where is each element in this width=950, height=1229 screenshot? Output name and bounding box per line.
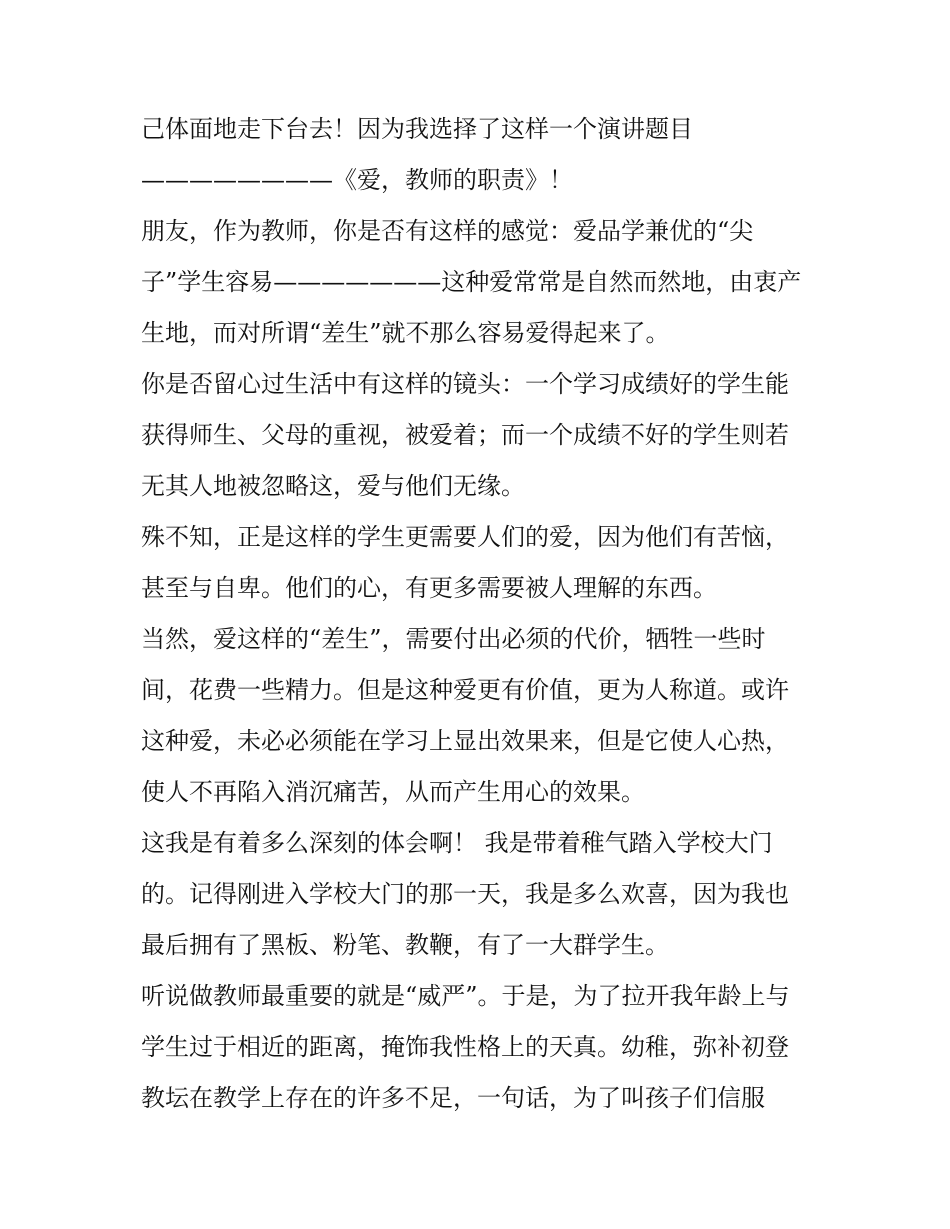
text-line: 间，花费一些精力。但是这种爱更有价值，更为人称道。或许 <box>141 676 789 704</box>
text-line: 最后拥有了黑板、粉笔、教鞭，有了一大群学生。 <box>141 931 669 959</box>
text-line: 你是否留心过生活中有这样的镜头：一个学习成绩好的学生能 <box>141 370 789 398</box>
text-line: 无其人地被忽略这，爱与他们无缘。 <box>141 472 525 500</box>
text-line: 殊不知，正是这样的学生更需要人们的爱，因为他们有苦恼， <box>141 523 789 551</box>
text-line: 当然，爱这样的“差生”，需要付出必须的代价，牺牲一些时 <box>141 625 766 653</box>
text-line: 子”学生容易———————这种爱常常是自然而然地，由衷产 <box>141 268 802 296</box>
text-line: 使人不再陷入消沉痛苦，从而产生用心的效果。 <box>141 778 645 806</box>
text-line: 获得师生、父母的重视，被爱着；而一个成绩不好的学生则若 <box>141 421 789 449</box>
text-line: 学生过于相近的距离，掩饰我性格上的天真。幼稚，弥补初登 <box>141 1033 789 1061</box>
text-line: 的。记得刚进入学校大门的那一天，我是多么欢喜，因为我也 <box>141 880 789 908</box>
text-line: 教坛在教学上存在的许多不足，一句话，为了叫孩子们信服 <box>141 1084 765 1112</box>
text-line: 朋友，作为教师，你是否有这样的感觉：爱品学兼优的“尖 <box>141 217 754 245</box>
text-line: 听说做教师最重要的就是“威严”。于是，为了拉开我年龄上与 <box>141 982 790 1010</box>
text-line: 生地，而对所谓“差生”就不那么容易爱得起来了。 <box>141 319 670 347</box>
text-line: 己体面地走下台去！因为我选择了这样一个演讲题目 <box>141 115 693 143</box>
document-body <box>141 107 821 1127</box>
text-line: 这我是有着多么深刻的体会啊！ 我是带着稚气踏入学校大门 <box>141 829 773 857</box>
text-line: 这种爱，未必必须能在学习上显出效果来，但是它使人心热， <box>141 727 789 755</box>
text-line: 甚至与自卑。他们的心，有更多需要被人理解的东西。 <box>141 574 717 602</box>
text-line: ————————《爱，教师的职责》！ <box>141 166 573 194</box>
